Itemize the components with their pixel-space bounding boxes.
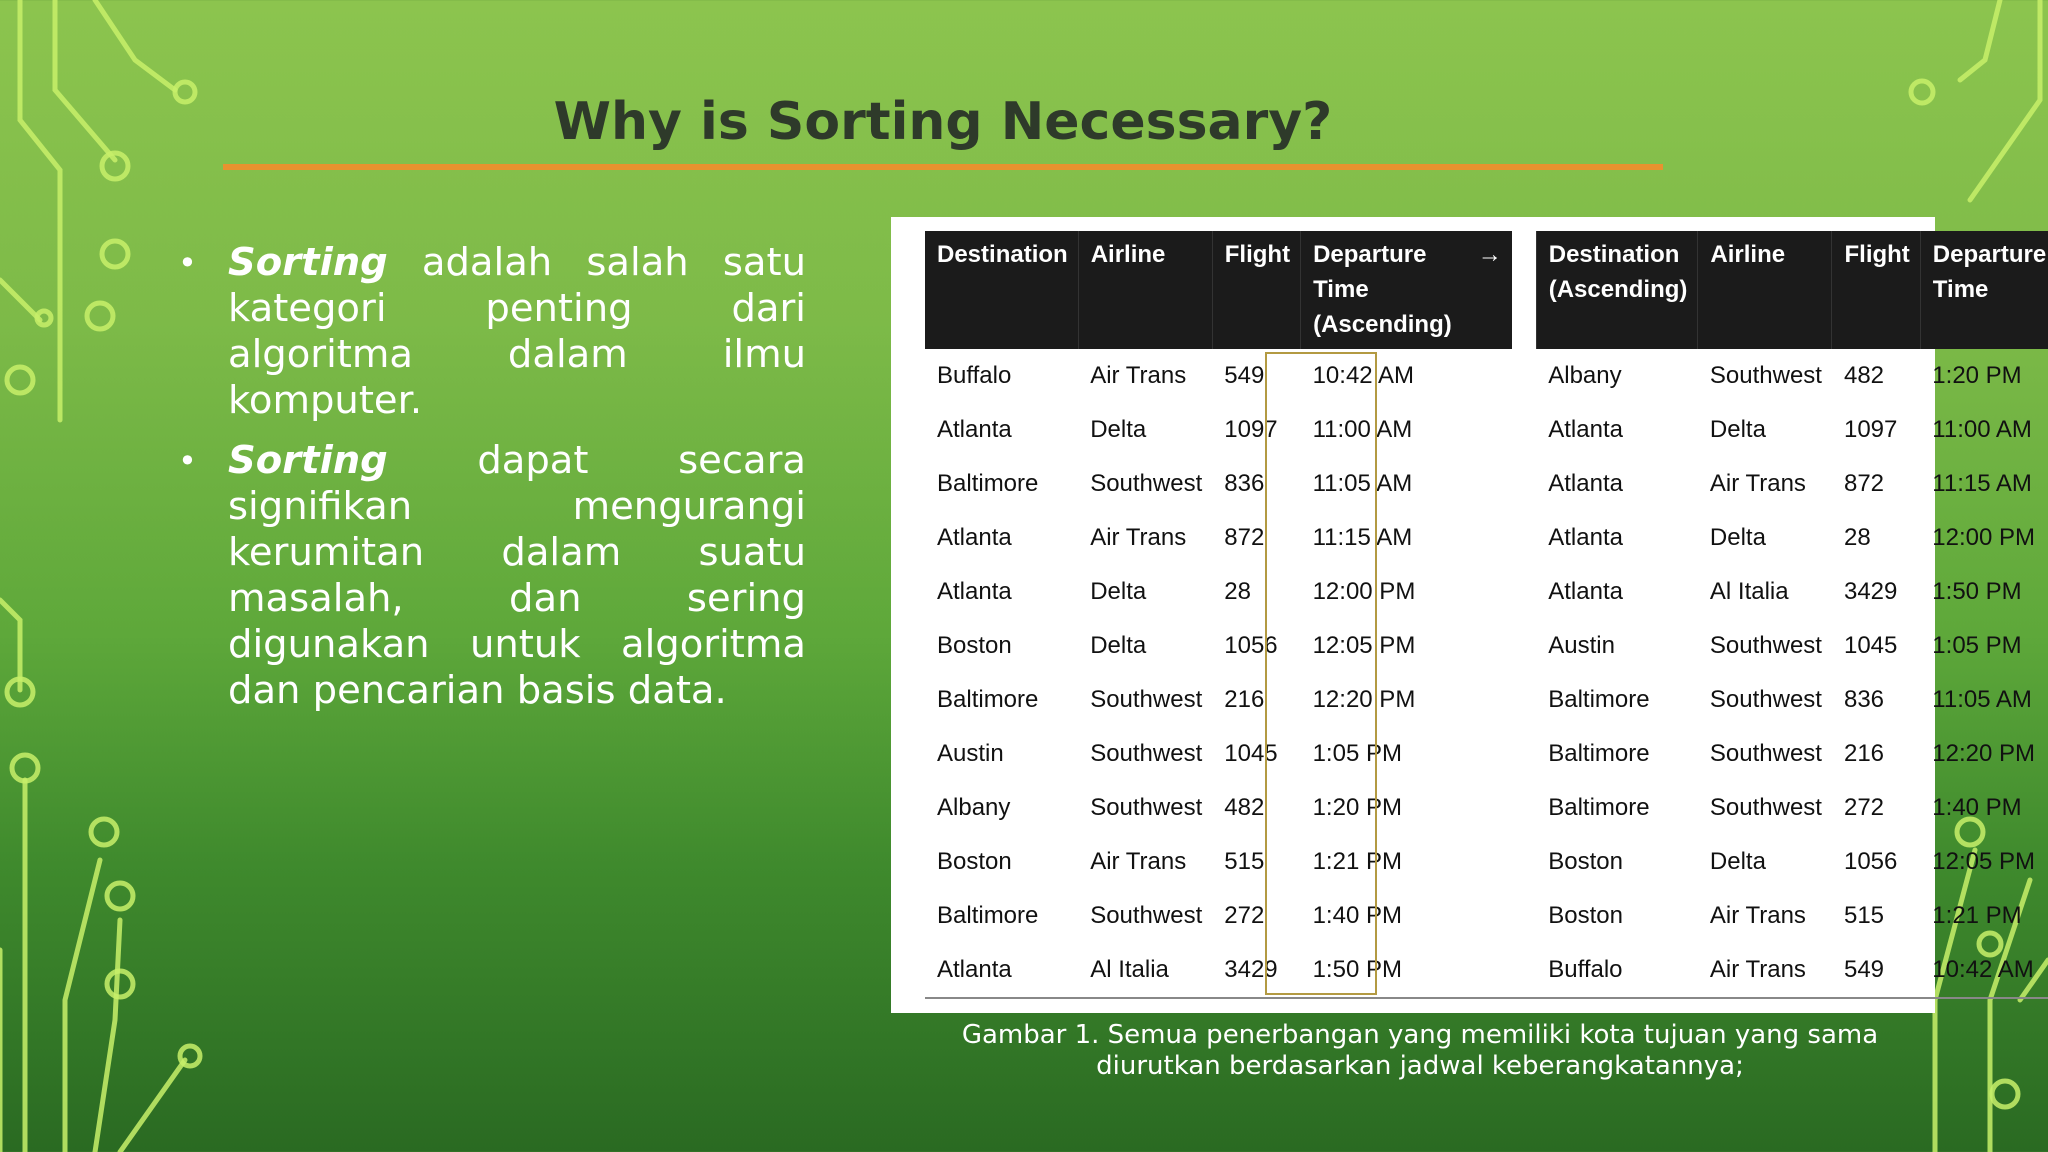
table-cell: 11:15 AM — [1312, 524, 1413, 551]
table-cell: Baltimore — [937, 470, 1039, 497]
table-cell: 12:00 PM — [1312, 578, 1416, 605]
table-cell: Boston — [1548, 902, 1623, 929]
table-row — [925, 403, 2048, 457]
table-row — [925, 889, 2048, 943]
flight-table-card — [891, 217, 2047, 1013]
table-cell: 12:05 PM — [1932, 848, 2036, 875]
header-flight: Flight — [1832, 231, 1920, 349]
table-row — [925, 565, 2048, 619]
table-cell: 11:00 AM — [1932, 416, 2032, 443]
table-cell: Air Trans — [1709, 470, 1806, 497]
table-row — [925, 943, 2048, 998]
table-cell: Southwest — [1709, 740, 1822, 767]
header-departure-time: Departure Time — [1920, 231, 2048, 349]
table-header-row — [925, 231, 2048, 349]
bullet-bold: Sorting — [228, 438, 388, 483]
table-cell: Baltimore — [1548, 794, 1650, 821]
table-cell — [1512, 457, 1537, 511]
table-cell: Delta — [1709, 848, 1766, 875]
table-cell: 515 — [1224, 848, 1265, 875]
table-cell: Atlanta — [937, 578, 1012, 605]
table-cell: 872 — [1224, 524, 1265, 551]
table-cell — [1512, 511, 1537, 565]
table-cell: Delta — [1709, 416, 1766, 443]
table-cell: 1:05 PM — [1932, 632, 2022, 659]
header-airline: Airline — [1078, 231, 1212, 349]
table-cell: Delta — [1090, 632, 1147, 659]
table-cell: 836 — [1843, 686, 1885, 713]
table-cell: Austin — [937, 740, 1004, 767]
table-cell: Boston — [937, 848, 1012, 875]
table-cell: Delta — [1090, 578, 1147, 605]
table-cell: 272 — [1843, 794, 1885, 821]
table-row — [925, 781, 2048, 835]
table-cell: Buffalo — [937, 362, 1012, 389]
table-cell: Austin — [1548, 632, 1615, 659]
table-cell: 12:20 PM — [1932, 740, 2036, 767]
table-row — [925, 619, 2048, 673]
table-cell: 1045 — [1843, 632, 1898, 659]
header-departure-time: Departure Time (Ascending) — [1301, 231, 1512, 349]
table-body — [925, 349, 2048, 998]
table-cell: Southwest — [1090, 470, 1203, 497]
table-cell: 1056 — [1224, 632, 1278, 659]
table-cell: 10:42 AM — [1920, 943, 2048, 998]
figure-caption: Gambar 1. Semua penerbangan yang memiliki kota tujuan yang sama diurutkan berdasarkan jadwal keberangkatannya; — [961, 1020, 1879, 1081]
table-cell: 11:05 AM — [1932, 686, 2032, 713]
table-cell: Baltimore — [937, 902, 1039, 929]
table-cell: 1:40 PM — [1312, 902, 1402, 929]
slide-title: Why is Sorting Necessary? — [553, 92, 1333, 152]
table-cell: 1:40 PM — [1932, 794, 2022, 821]
table-cell: 11:05 AM — [1312, 470, 1413, 497]
table-cell: Atlanta — [937, 416, 1012, 443]
bullet-bold: Sorting — [228, 240, 388, 285]
table-cell: Southwest — [1709, 362, 1822, 389]
table-row — [925, 835, 2048, 889]
table-cell: Atlanta — [937, 524, 1012, 551]
table-cell: 11:15 AM — [1932, 470, 2032, 497]
bullet-text: adalah salah satu kategori penting dari algoritma dalam ilmu komputer. — [228, 240, 806, 423]
table-cell: Air Trans — [1698, 943, 1832, 998]
table-cell: Baltimore — [1548, 740, 1650, 767]
table-cell — [1512, 835, 1537, 889]
header-destination: Destination — [925, 231, 1078, 349]
table-cell: Southwest — [1090, 902, 1203, 929]
table-cell: Southwest — [1709, 632, 1822, 659]
table-cell: Boston — [937, 632, 1012, 659]
table-cell: 872 — [1843, 470, 1885, 497]
table-cell: Boston — [1548, 848, 1623, 875]
table-cell: Atlanta — [925, 943, 1078, 998]
table-cell: Air Trans — [1090, 362, 1187, 389]
bullet-item — [178, 438, 806, 714]
table-cell: 1097 — [1843, 416, 1898, 443]
arrow-icon: → — [1478, 231, 1503, 349]
table-cell — [1512, 889, 1537, 943]
table-cell: 272 — [1224, 902, 1265, 929]
title-underline — [223, 164, 1663, 170]
table-cell: 515 — [1843, 902, 1885, 929]
header-airline: Airline — [1698, 231, 1832, 349]
table-cell: Air Trans — [1090, 524, 1187, 551]
table-row — [925, 511, 2048, 565]
table-cell: 1:20 PM — [1312, 794, 1402, 821]
table-cell: 1:21 PM — [1932, 902, 2022, 929]
table-cell: 12:20 PM — [1312, 686, 1416, 713]
table-cell: 12:05 PM — [1312, 632, 1416, 659]
table-cell: 12:00 PM — [1932, 524, 2036, 551]
table-cell: Southwest — [1709, 686, 1822, 713]
table-cell — [1512, 781, 1537, 835]
table-cell — [1512, 349, 1537, 403]
table-cell: Atlanta — [1548, 470, 1623, 497]
table-cell — [1512, 673, 1537, 727]
table-cell: 11:00 AM — [1312, 416, 1413, 443]
header-flight: Flight — [1212, 231, 1300, 349]
table-cell: 1045 — [1224, 740, 1278, 767]
table-cell: 482 — [1843, 362, 1885, 389]
table-cell: Air Trans — [1090, 848, 1187, 875]
bullet-list — [178, 240, 806, 728]
sorted-column-highlight — [1265, 352, 1377, 995]
table-cell: Al Italia — [1078, 943, 1212, 998]
table-cell: 1:05 PM — [1312, 740, 1402, 767]
table-cell: 28 — [1224, 578, 1251, 605]
table-cell: Southwest — [1090, 794, 1203, 821]
table-cell — [1512, 565, 1537, 619]
header-destination-ascending: Destination (Ascending) — [1536, 231, 1698, 349]
table-cell: 836 — [1224, 470, 1265, 497]
table-cell: 1:20 PM — [1932, 362, 2022, 389]
table-cell: 1:50 PM — [1932, 578, 2022, 605]
table-cell: Albany — [937, 794, 1011, 821]
table-cell — [1512, 403, 1537, 457]
table-cell: Albany — [1548, 362, 1622, 389]
table-cell: Southwest — [1709, 794, 1822, 821]
table-cell: Atlanta — [1548, 416, 1623, 443]
flight-table — [925, 231, 2048, 999]
table-row — [925, 673, 2048, 727]
table-cell — [1512, 619, 1537, 673]
table-cell: Atlanta — [1548, 524, 1623, 551]
table-row — [925, 457, 2048, 511]
table-cell: Delta — [1090, 416, 1147, 443]
table-cell: 216 — [1224, 686, 1265, 713]
table-cell: Al Italia — [1709, 578, 1789, 605]
table-cell: 10:42 AM — [1312, 362, 1414, 389]
table-cell — [1512, 727, 1537, 781]
table-cell: 1:21 PM — [1312, 848, 1402, 875]
table-cell: 549 — [1832, 943, 1920, 998]
table-row — [925, 727, 2048, 781]
table-cell: 28 — [1843, 524, 1871, 551]
table-cell: 549 — [1224, 362, 1265, 389]
table-cell: Southwest — [1090, 740, 1203, 767]
table-cell: 216 — [1843, 740, 1885, 767]
table-row — [925, 349, 2048, 403]
table-cell: 3429 — [1212, 943, 1300, 998]
table-cell: Delta — [1709, 524, 1766, 551]
table-cell: 1:50 PM — [1301, 943, 1512, 998]
table-cell — [1512, 943, 1537, 998]
table-cell: 3429 — [1843, 578, 1898, 605]
bullet-text: dapat secara signifikan mengurangi kerumitan dalam suatu masalah, dan sering digunakan untuk algoritma dan pencarian basis data. — [228, 438, 806, 713]
table-cell: Baltimore — [937, 686, 1039, 713]
table-cell: Buffalo — [1536, 943, 1698, 998]
table-cell: 1056 — [1843, 848, 1898, 875]
table-cell: Baltimore — [1548, 686, 1650, 713]
bullet-item — [178, 240, 806, 424]
table-cell: Atlanta — [1548, 578, 1623, 605]
table-cell: 1097 — [1224, 416, 1278, 443]
table-cell: 482 — [1224, 794, 1265, 821]
table-cell: Southwest — [1090, 686, 1203, 713]
table-cell: Air Trans — [1709, 902, 1806, 929]
